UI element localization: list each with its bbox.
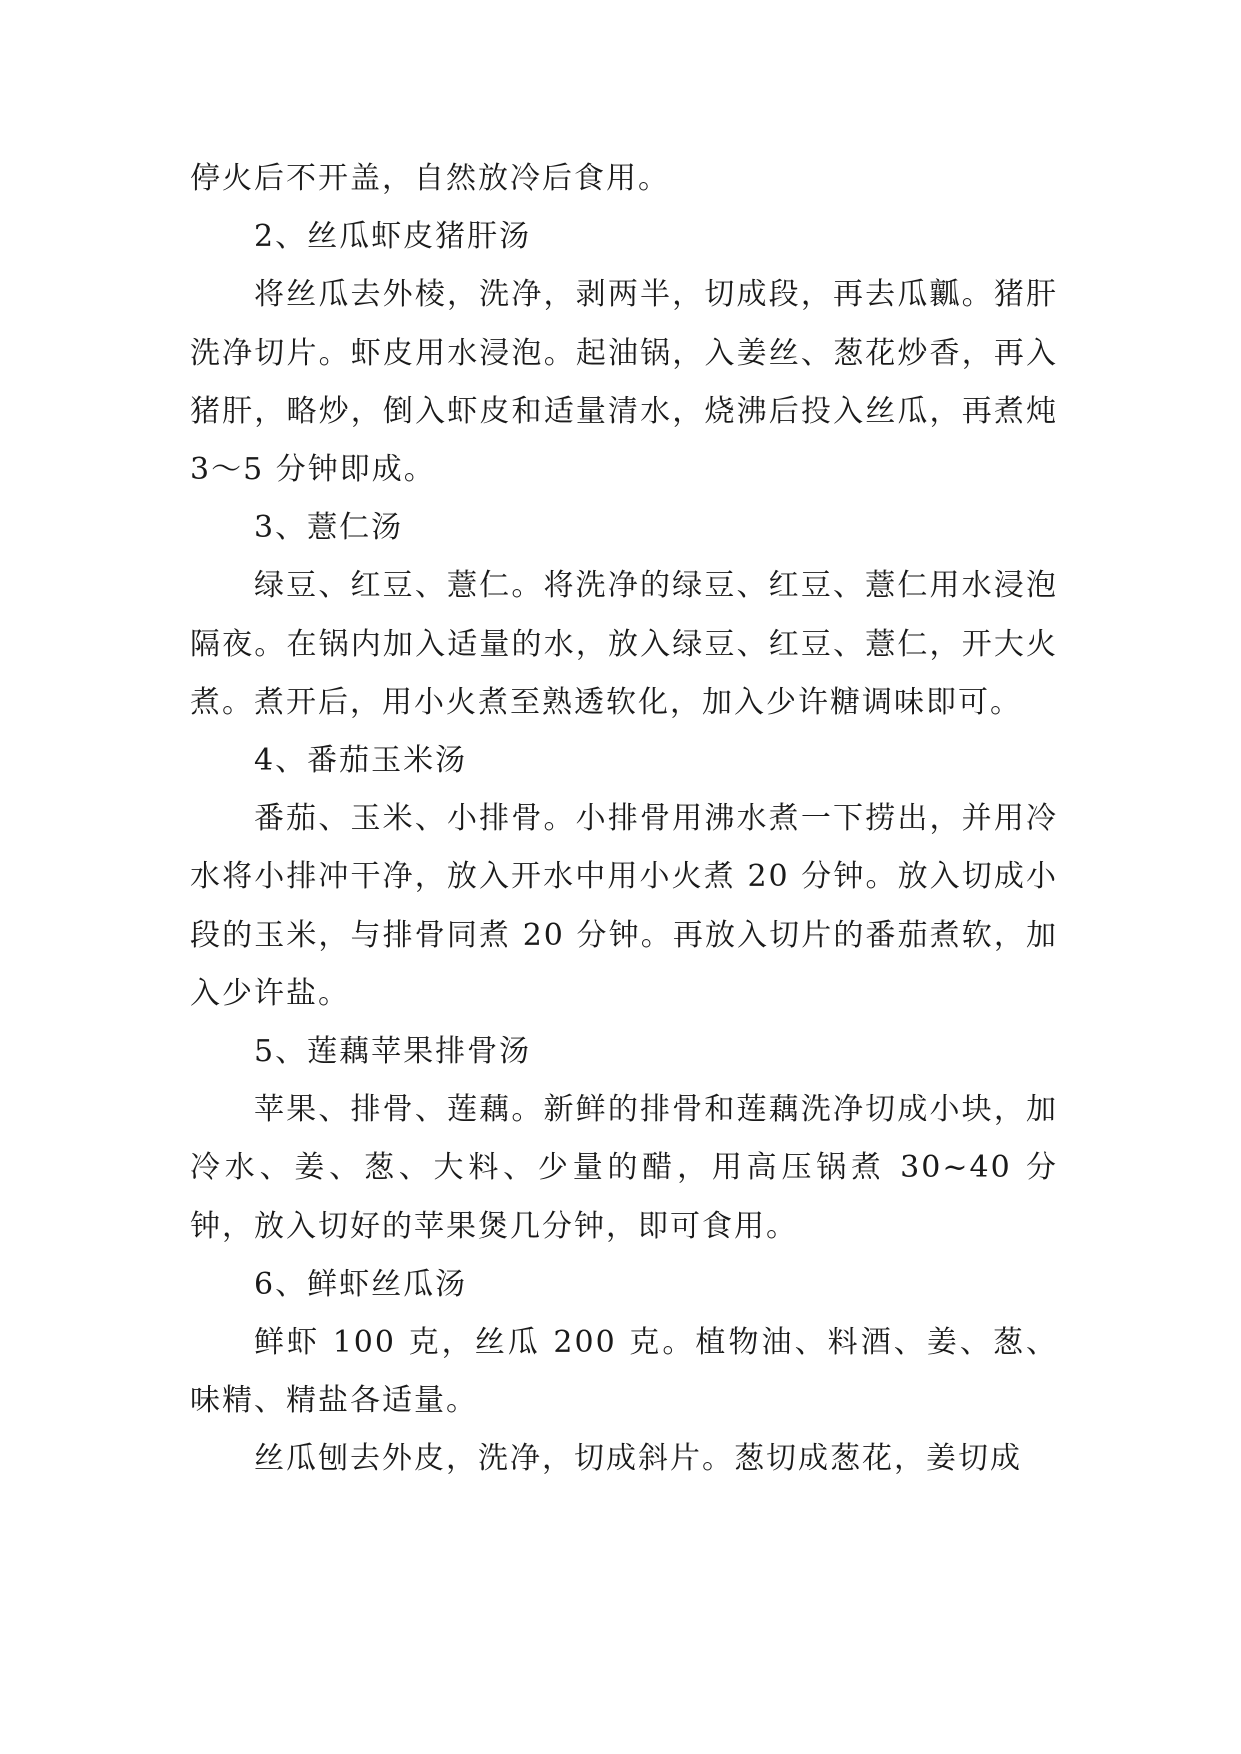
recipe-heading-4: 4、番茄玉米汤 (254, 743, 468, 779)
paragraph-recipe-2: 将丝瓜去外棱，洗净，剥两半，切成段，再去瓜瓤。猪肝洗净切片。虾皮用水浸泡。起油锅，入姜丝、葱花炒香，再入猪肝，略炒，倒入虾皮和适量清水，烧沸后投入丝瓜，再煮炖 3～5 分钟即成。 (190, 277, 1058, 488)
paragraph-recipe-3: 绿豆、红豆、薏仁。将洗净的绿豆、红豆、薏仁用水浸泡隔夜。在锅内加入适量的水，放入绿豆、红豆、薏仁，开大火煮。煮开后，用小火煮至熟透软化，加入少许糖调味即可。 (190, 568, 1058, 720)
recipe-heading-5: 5、莲藕苹果排骨汤 (254, 1034, 532, 1070)
paragraph-1: 停火后不开盖，自然放冷后食用。 (190, 161, 670, 196)
recipe-heading-3: 3、薏仁汤 (254, 510, 404, 546)
paragraph-recipe-6-steps: 丝瓜刨去外皮，洗净，切成斜片。葱切成葱花，姜切成 (254, 1441, 1022, 1477)
recipe-heading-6: 6、鲜虾丝瓜汤 (254, 1266, 468, 1302)
paragraph-recipe-4: 番茄、玉米、小排骨。小排骨用沸水煮一下捞出，并用冷水将小排冲干净，放入开水中用小火煮 20 分钟。放入切成小段的玉米，与排骨同煮 20 分钟。再放入切片的番茄煮软，加入少许盐。 (190, 801, 1058, 1011)
paragraph-recipe-6-ingredients: 鲜虾 100 克，丝瓜 200 克。植物油、料酒、姜、葱、味精、精盐各适量。 (190, 1325, 1058, 1419)
paragraph-recipe-5: 苹果、排骨、莲藕。新鲜的排骨和莲藕洗净切成小块，加冷水、姜、葱、大料、少量的醋，用高压锅煮 30~40 分钟，放入切好的苹果煲几分钟，即可食用。 (190, 1092, 1058, 1244)
recipe-heading-2: 2、丝瓜虾皮猪肝汤 (254, 219, 532, 255)
document-body (190, 150, 1058, 1489)
